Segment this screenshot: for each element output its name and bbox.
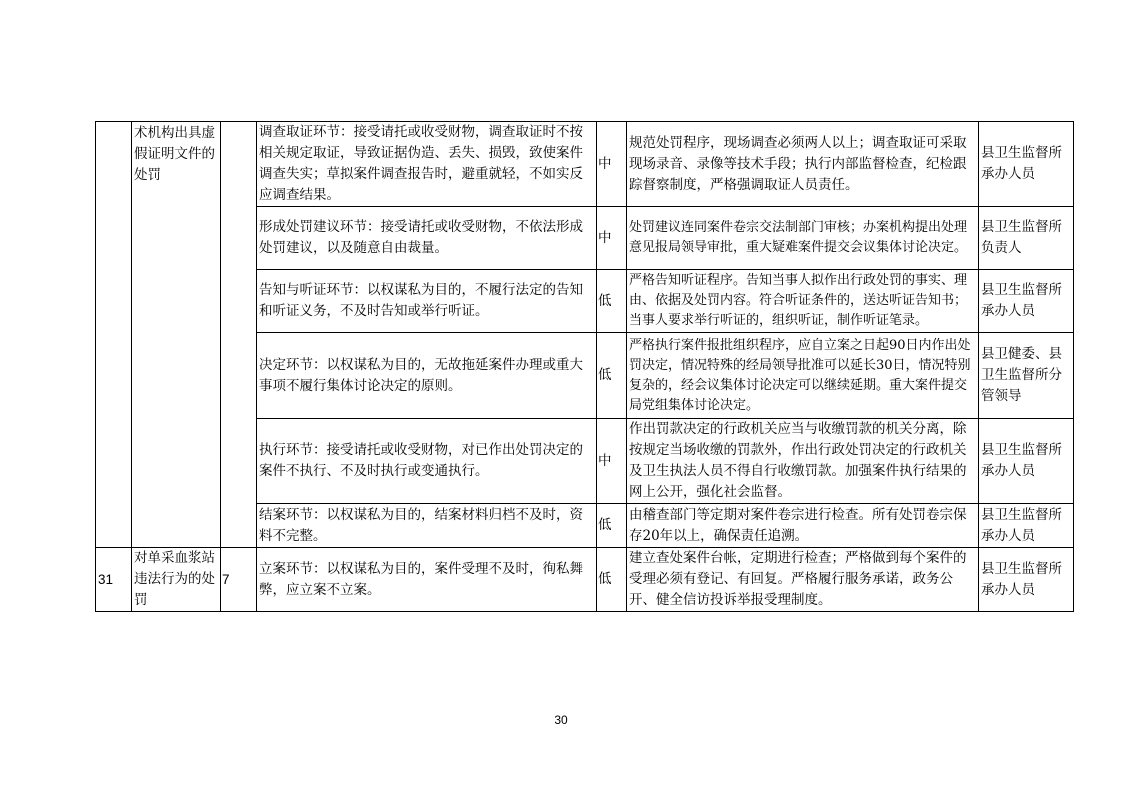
risk-count-cell	[221, 122, 257, 548]
risk-point-cell: 决定环节：以权谋私为目的，无故拖延案件办理或重大事项不履行集体讨论决定的原则。	[257, 333, 597, 419]
responsible-party-cell: 县卫健委、县卫生监督所分管领导	[979, 333, 1074, 419]
table-row	[96, 548, 1074, 612]
responsible-party-cell: 县卫生监督所承办人员	[979, 270, 1074, 333]
risk-count-cell: 7	[221, 548, 257, 612]
risk-point-cell: 立案环节：以权谋私为目的，案件受理不及时，徇私舞弊，应立案不立案。	[257, 548, 597, 612]
prevention-measures-cell: 规范处罚程序，现场调查必须两人以上；调查取证可采取现场录音、录像等技术手段；执行内部监督检查，纪检跟踪督察制度，严格强调取证人员责任。	[627, 122, 979, 207]
responsible-party-cell: 县卫生监督所承办人员	[979, 504, 1074, 548]
risk-level-cell: 中	[597, 419, 627, 504]
responsible-party-cell: 县卫生监督所承办人员	[979, 548, 1074, 612]
responsible-party-cell: 县卫生监督所承办人员	[979, 419, 1074, 504]
table-row	[96, 122, 1074, 207]
prevention-measures-cell: 严格告知听证程序。告知当事人拟作出行政处罚的事实、理由、依据及处罚内容。符合听证条件的，送达听证告知书；当事人要求举行听证的，组织听证，制作听证笔录。	[627, 270, 979, 333]
risk-point-cell: 告知与听证环节：以权谋私为目的，不履行法定的告知和听证义务，不及时告知或举行听证。	[257, 270, 597, 333]
risk-point-cell: 执行环节：接受请托或收受财物，对已作出处罚决定的案件不执行、不及时执行或变通执行。	[257, 419, 597, 504]
risk-table	[95, 121, 1074, 612]
risk-level-cell: 低	[597, 270, 627, 333]
prevention-measures-cell: 处罚建议连同案件卷宗交法制部门审核；办案机构提出处理意见报局领导审批，重大疑难案件提交会议集体讨论决定。	[627, 207, 979, 270]
responsible-party-cell: 县卫生监督所承办人员	[979, 122, 1074, 207]
risk-level-cell: 低	[597, 333, 627, 419]
risk-point-cell: 调查取证环节：接受请托或收受财物，调查取证时不按相关规定取证，导致证据伪造、丢失、损毁，致使案件调查失实；草拟案件调查报告时，避重就轻，不如实反应调查结果。	[257, 122, 597, 207]
item-number-cell	[96, 122, 132, 548]
prevention-measures-cell: 由稽查部门等定期对案件卷宗进行检查。所有处罚卷宗保存20年以上，确保责任追溯。	[627, 504, 979, 548]
item-number-cell: 31	[96, 548, 132, 612]
risk-level-cell: 低	[597, 548, 627, 612]
prevention-measures-cell: 严格执行案件报批组织程序，应自立案之日起90日内作出处罚决定，情况特殊的经局领导批准可以延长30日，情况特别复杂的，经会议集体讨论决定可以继续延期。重大案件提交局党组集体讨论决定。	[627, 333, 979, 419]
risk-point-cell: 形成处罚建议环节：接受请托或收受财物，不依法形成处罚建议，以及随意自由裁量。	[257, 207, 597, 270]
risk-level-cell: 低	[597, 504, 627, 548]
responsible-party-cell: 县卫生监督所负责人	[979, 207, 1074, 270]
page-number: 30	[554, 713, 568, 727]
prevention-measures-cell: 建立查处案件台帐，定期进行检查；严格做到每个案件的受理必须有登记、有回复。严格履行服务承诺，政务公开、健全信访投诉举报受理制度。	[627, 548, 979, 612]
risk-point-cell: 结案环节：以权谋私为目的，结案材料归档不及时，资料不完整。	[257, 504, 597, 548]
risk-level-cell: 中	[597, 122, 627, 207]
prevention-measures-cell: 作出罚款决定的行政机关应当与收缴罚款的机关分离，除按规定当场收缴的罚款外，作出行政处罚决定的行政机关及卫生执法人员不得自行收缴罚款。加强案件执行结果的网上公开，强化社会监督。	[627, 419, 979, 504]
item-name-cell: 对单采血浆站违法行为的处罚	[132, 548, 221, 612]
item-name-cell: 术机构出具虚假证明文件的处罚	[132, 122, 221, 548]
risk-level-cell: 中	[597, 207, 627, 270]
